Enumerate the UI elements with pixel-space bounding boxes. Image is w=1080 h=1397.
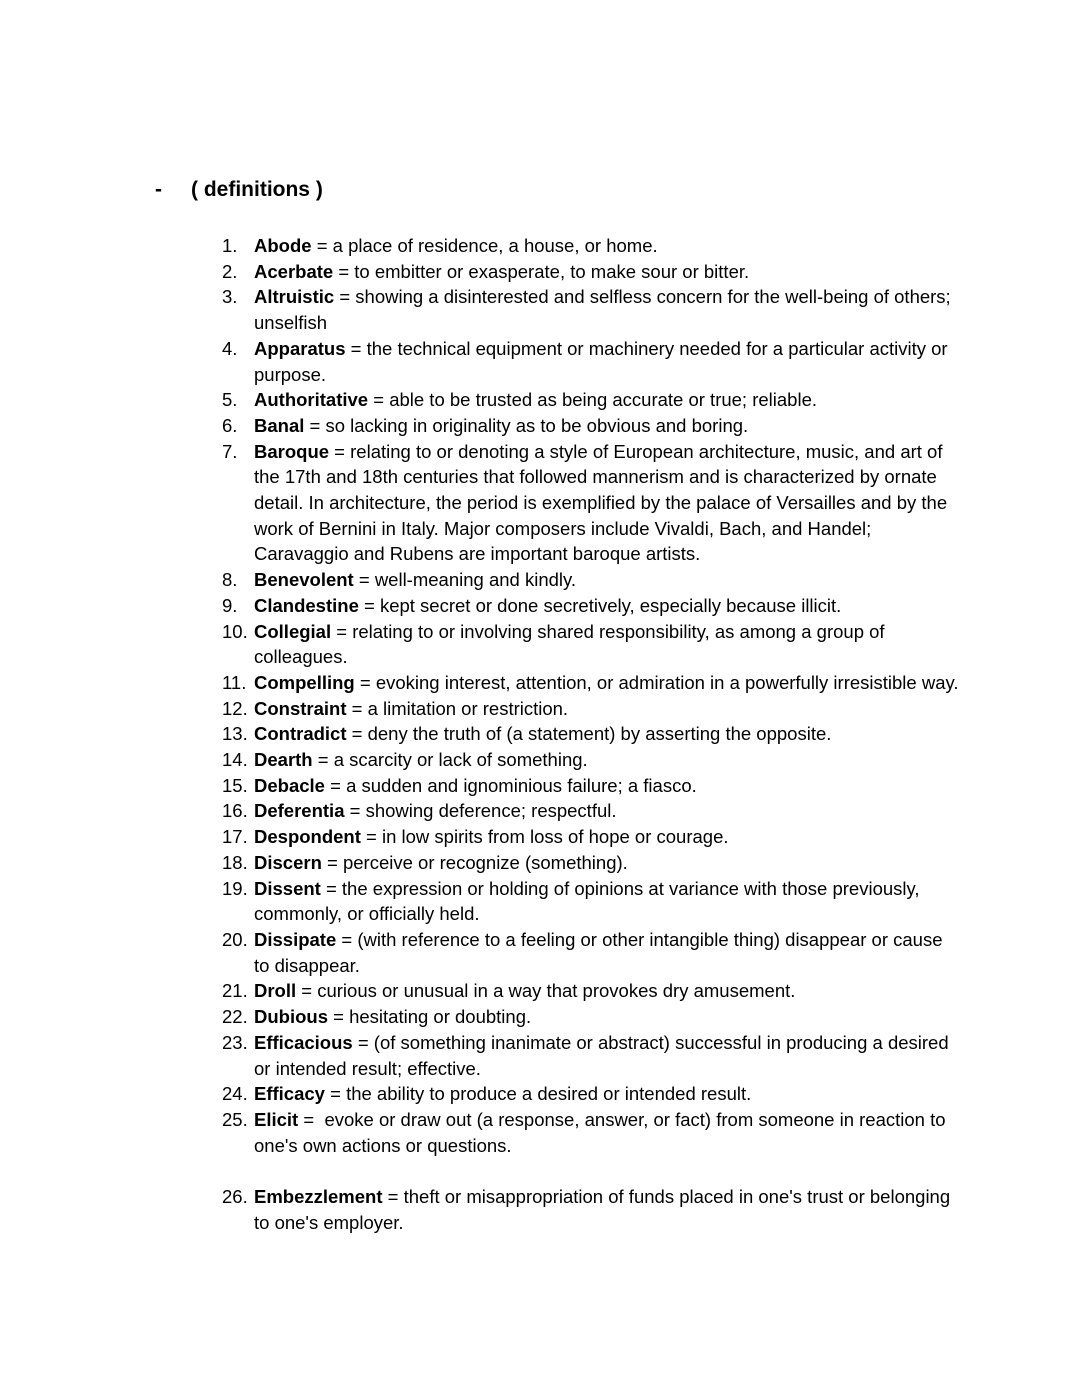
term: Baroque [254,440,330,462]
definition-item [218,876,963,927]
item-number: 24. [222,1083,248,1105]
item-number: 6. [222,414,238,436]
term: Efficacy [254,1083,325,1105]
item-number: 4. [222,337,238,359]
separator: = [329,440,351,462]
definition: a sudden and ignominious failure; a fiasco. [346,774,697,796]
definition-item [218,259,963,285]
item-number: 2. [222,260,238,282]
definition-item [218,1030,963,1081]
term: Altruistic [254,286,335,308]
term: Debacle [254,774,325,796]
definition: relating to or involving shared responsibility, as among a group of colleagues. [254,620,885,668]
item-number: 26. [222,1186,248,1207]
definition: a place of residence, a house, or home. [332,235,658,256]
item-number: 12. [222,697,248,719]
item-number: 20. [222,928,248,950]
separator: = [368,389,390,411]
term: Discern [254,851,322,873]
term: Contradict [254,723,347,745]
definition-item [218,1081,963,1107]
definition: hesitating or doubting. [349,1006,532,1028]
definition-item [218,850,963,876]
separator: = [346,723,368,745]
term: Dearth [254,749,313,771]
definition: a limitation or restriction. [367,697,569,719]
definition-item [218,439,963,568]
definition-item [218,721,963,747]
term: Droll [254,980,297,1002]
definition-item [218,696,963,722]
separator: = [331,620,353,642]
definition-item [218,413,963,439]
term: Abode [254,235,312,256]
definition: a scarcity or lack of something. [333,749,588,771]
item-number: 16. [222,800,248,822]
definition-item [218,567,963,593]
definition-item [218,593,963,619]
item-number: 7. [222,440,238,462]
definition-item [218,1184,963,1235]
separator: = [346,697,368,719]
definition: the ability to produce a desired or intended result. [346,1083,752,1105]
definition-item [218,233,963,259]
definition-item [218,773,963,799]
definition: perceive or recognize (something). [342,851,628,873]
separator: = [304,414,326,436]
definition: well-meaning and kindly. [374,569,577,591]
term: Acerbate [254,260,334,282]
definitions-list [218,233,963,1235]
separator: = [360,826,382,848]
definition: showing deference; respectful. [365,800,617,822]
item-number: 14. [222,749,248,771]
definition-item [218,798,963,824]
separator: = [344,800,366,822]
item-number: 1. [222,235,238,256]
definition: theft or misappropriation of funds placed in one's trust or belonging to one's employer. [254,1186,951,1233]
term: Compelling [254,671,355,693]
separator: = [296,980,318,1002]
term: Constraint [254,697,347,719]
definition: curious or unusual in a way that provokes dry amusement. [317,980,796,1002]
term: Collegial [254,620,332,642]
definition: the expression or holding of opinions at variance with those previously, commonly, or officially held. [254,877,920,925]
separator: = [336,928,358,950]
definition: the technical equipment or machinery needed for a particular activity or purpose. [254,337,948,385]
definition-item [218,670,963,696]
separator: = [382,1186,404,1207]
definition-item [218,619,963,670]
separator: = [354,671,376,693]
definition-item [218,927,963,978]
term: Apparatus [254,337,346,359]
term: Banal [254,414,305,436]
definition: in low spirits from loss of hope or courage. [381,826,729,848]
definition: (of something inanimate or abstract) successful in producing a desired or intended result; effective. [254,1031,949,1079]
definition: to embitter or exasperate, to make sour or bitter. [354,260,750,282]
definition-item [218,747,963,773]
definition-item [218,1107,963,1158]
definition: so lacking in originality as to be obvious and boring. [325,414,749,436]
separator: = [328,1006,350,1028]
term: Benevolent [254,569,354,591]
term: Authoritative [254,389,369,411]
item-number: 15. [222,774,248,796]
definition-item [218,978,963,1004]
section-heading [155,178,323,202]
definition-item [218,284,963,335]
separator: = [324,1083,347,1105]
term: Deferentia [254,800,345,822]
item-number: 8. [222,569,238,591]
item-number: 5. [222,389,238,411]
definition-item [218,336,963,387]
item-number: 21. [222,980,248,1002]
item-number: 10. [222,620,248,642]
term: Efficacious [254,1031,353,1053]
separator: = [345,337,367,359]
heading-bullet: - [155,178,162,201]
term: Clandestine [254,594,359,616]
item-number: 18. [222,851,248,873]
item-number: 25. [222,1108,248,1130]
separator: = [312,749,334,771]
term: Embezzlement [254,1186,383,1207]
term: Elicit [254,1108,299,1130]
item-number: 13. [222,723,248,745]
item-number: 11. [222,671,247,693]
separator: = [298,1108,325,1130]
definition: evoke or draw out (a response, answer, or fact) from someone in reaction to one's own actions or questions. [254,1108,946,1156]
term: Dissipate [254,928,337,950]
definition-item [218,1004,963,1030]
item-number: 3. [222,286,238,308]
term: Despondent [254,826,361,848]
separator: = [324,774,347,796]
separator: = [353,569,375,591]
definition-item [218,387,963,413]
term: Dubious [254,1006,328,1028]
item-number: 17. [222,826,248,848]
definition: able to be trusted as being accurate or true; reliable. [389,389,817,411]
item-number: 23. [222,1031,248,1053]
definition-item [218,824,963,850]
heading-title: ( definitions ) [191,178,323,201]
separator: = [358,594,380,616]
separator: = [321,851,343,873]
separator: = [311,235,333,256]
item-number: 19. [222,877,248,899]
definition: kept secret or done secretively, especially because illicit. [379,594,842,616]
definition: evoking interest, attention, or admiration in a powerfully irresistible way. [375,671,959,693]
definition: deny the truth of (a statement) by asserting the opposite. [367,723,832,745]
definition: showing a disinterested and selfless concern for the well-being of others; unselfish [254,286,951,334]
item-number: 22. [222,1006,248,1028]
separator: = [352,1031,374,1053]
separator: = [334,286,356,308]
separator: = [333,260,355,282]
term: Dissent [254,877,321,899]
separator: = [320,877,342,899]
definition: relating to or denoting a style of European architecture, music, and art of the 17th and 18th centuries that followed mannerism and is characterized by ornate detail. In architecture, the period is exemplified by the palace of Versailles and by the work of Bernini in Italy. Major composers include Vivaldi, Bach, and Handel; Caravaggio and Rubens are important baroque artists. [254,440,948,565]
definition: (with reference to a feeling or other intangible thing) disappear or cause to disappear. [254,928,943,976]
item-number: 9. [222,594,238,616]
